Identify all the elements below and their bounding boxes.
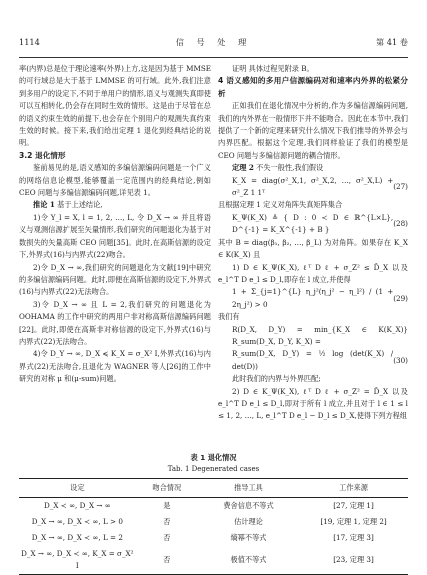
table-row [19,514,408,530]
equation-body: R_sum(D_X, D_Y) = ½ log (det(K_X) / det(D)) [232,349,394,371]
running-header [19,36,408,48]
table-cell: D_X → ∞, D_X ≺ ∞, K_X = σ_X² I [21,549,134,570]
section-heading: 3.2 退化情形 [19,150,66,160]
equation-r [218,324,408,349]
table-cell: 费舍信息不等式 [223,501,274,510]
table-cell: [19, 定理 1, 定理 2] [320,517,387,526]
table-header-row [19,479,408,498]
left-column [19,63,211,386]
table-cell: 极值不等式 [230,555,267,564]
equation-body: K_Ψ(K_X) ≜ { D : 0 ≺ D ∈ ℝ^{L×L}, D^{-1} = K_X^{-1} + B } [232,212,394,235]
paragraph: 率(内界)总是位于理论速率(外界)上方,这是因为基于 MMSE 的可行域总是大于基于 LMMSE 的可行域。此外,我们注意到多用户的设定下,不同于单用户的情形,语义与观测失真即使可以互相转化,仍会存在同时生效的情形。这是由于尽管在总的语义约束生效的前提下,也会存在个别用户的观测失真约束生效的时候。接下来,我们给出定理 1 退化到经典结论的说明。 [19,64,211,148]
equation-number: (27) [393,181,408,191]
right-column [218,63,408,423]
equation-number: (30) [393,355,408,365]
table-cell: 否 [163,533,171,542]
paragraph: 正如我们在退化情况中分析的,作为多编信源编码问题,我们的内外界在一般情形下并不能吻合。因此在本节中,我们提供了一个新的定理来研究什么情况下我们推导的外界会与内界匹配。根据这个定理,我们同样验证了我们的模型是 CEO 问题与多编信源问题的耦合情形。 [218,101,408,160]
column-header: 工作来源 [339,483,368,492]
theorem-intro: 不失一般性,我们假设 [253,163,324,173]
table [19,478,408,575]
corollary-intro: 基于上述结论, [54,200,103,210]
table-cell: 否 [163,517,171,526]
corollary [19,199,211,211]
theorem [218,162,408,174]
equation-body: 1 + Σ_{j=1}^{L} η_j²(η_j² − η_l²) / (1 + 2η_j²) > 0 [232,287,394,309]
table-title-en: Tab. 1 Degenerated cases [167,465,260,473]
paragraph: 其中 B = diag(β₁, β₂, …, β_L) 为对角阵。如果存在 K_X ∈ K(K_X) 且 [218,237,408,260]
equation-30 [218,348,408,373]
table-row [19,546,408,575]
header-rule [19,57,408,58]
corollary-label: 推论 1 [33,200,55,210]
corollary-item: 2)令 D_X → ∞,我们研究的问题退化为文献[19]中研究的多编信源编码问题。此时,即便在高斯信源的设定下,外界式(16)与内界式(22)无法吻合。 [19,262,211,297]
paragraph: 此时我们的内界与外界匹配; [232,374,321,384]
degenerate-cases-table [19,452,408,575]
theorem-item: 2) D ∈ K_Ψ(K_X), ℓᵀ D ℓ + σ_Z² = D̂_X 以及 e_l^T D e_l ≤ D_l,即对于所有 l 成立,并且对于 l ∈ 1 ≤ l ≤ 1, 2, …, L, e_l^T D e_l − D_l ≤ D_X,使得下列方程组 [218,386,408,421]
column-header: 设定 [70,483,85,492]
table-cell: 否 [163,555,171,564]
table-cell: [23, 定理 3] [333,555,374,564]
table-cell: 熵幂不等式 [230,533,267,542]
table-row [19,530,408,546]
table-title: 表 1 退化情况 [190,453,237,462]
theorem-item: 1) D ∈ K_Ψ(K_X), ℓᵀ D ℓ + σ_Z² ≤ D̂_X 以及 e_l^T D e_l ≤ D_l,即存在 l 成立,并使得 [218,262,408,284]
volume-label: 第 41 卷 [376,37,408,47]
column-header: 推导工具 [234,483,263,492]
paragraph: 鉴前易见的是,语义感知的多编信源编码问题是一个广义的网络信息论模型,能够覆盖一定范围内的经典结论,例如 CEO 问题与多编信源编码问题,详见表 1。 [19,163,211,198]
equation-28 [218,212,408,237]
equation-29 [218,286,408,311]
corollary-item: 4)令 D_Y → ∞, D_X ≼ K_X = σ_X² I,外界式(16)与内界式(22)无法吻合,且退化为 WAGNER 等人[26]的工作中研究的对称 μ 和(μ-sum)问题。 [19,349,211,384]
proof-line: 证明 具体过程见附录 B。 [232,64,314,73]
table-row [19,498,408,515]
equation-27 [218,175,408,200]
theorem-label: 定理 2 [232,163,254,173]
equation-body: R(D_X, D_Y) = min_{K_X ∈ K(K_X)} R_sum(D_X, D_Y, K_X) = [232,324,408,346]
corollary-item: 3)令 D_X → ∞ 且 L = 2,我们研究的问题退化为 OOHAMA 的工作中研究的两用户非对称高斯信源编码问题[22]。此时,即使在高斯非对称信源的设定下,外界式(16)与内界式(22)无法吻合。 [19,299,211,346]
table-cell: [27, 定理 1] [333,501,374,510]
equation-body: K_X = diag(σ²_X,1, σ²_X,2, …, σ²_X,L) + σ²_Z 1 1ᵀ [232,175,394,198]
paragraph: 我们有 [218,312,240,322]
paragraph: 且根据定理 1 定义对角阵失真矩阵集合 [218,200,343,210]
corollary-item: 1)令 Y_l = X, l = 1, 2, …, L, 令 D_X → ∞ 并且将语义与观测信源扩展至矢量情形,我们研究的问题退化为基于对数损失的矢量高斯 CEO 问题[35]。此时,在高斯信源的设定下,外界式(16)与内界式(22)吻合。 [19,212,211,260]
table-cell: D_X → ∞, D_X ≺ ∞, L > 0 [31,517,123,526]
column-header: 吻合情况 [152,483,182,492]
table-cell: [17, 定理 3] [333,533,374,542]
table-cell: 是 [163,501,171,510]
page-number: 1114 [19,37,40,47]
section-heading: 4 语义感知的多用户信源编码对和速率内外界的松紧分析 [218,76,408,98]
journal-title: 信 号 处 理 [175,37,252,47]
table-cell: 估计理论 [234,517,263,526]
table-cell: D_X → ∞, D_X ≺ ∞, L = 2 [31,533,123,542]
equation-number: (29) [393,293,408,303]
equation-number: (28) [393,219,408,229]
table-cell: D_X ≺ ∞, D_X → ∞ [44,501,111,510]
